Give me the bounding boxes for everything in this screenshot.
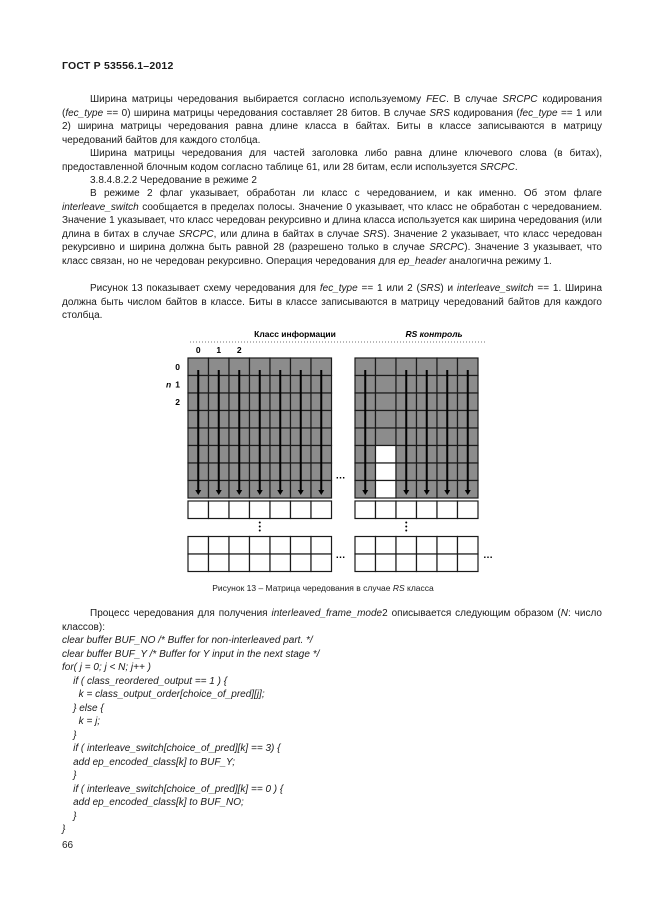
text-run: кодирования ( [62,94,603,119]
text-run: SRCPC [429,242,465,253]
vertical-ellipsis-dot [405,526,407,528]
matrix-cell-empty [376,501,397,519]
section-heading-mode2 [62,174,602,188]
matrix-cell-empty [355,537,376,555]
text-run: Процесс чередования для получения [90,608,272,619]
matrix-cell [376,393,397,411]
text-run: ep_header [398,255,447,267]
code-line: if ( interleave_switch[choice_of_pred][k] == 3) { [62,743,281,754]
row-label: 1 [175,379,180,390]
text-run: аналогична режиму 1. [446,255,552,267]
text-run: 3.8.4.8.2.2 Чередование в режиме 2 [90,175,257,186]
matrix-cell-empty [376,446,397,464]
matrix-cell-empty [209,501,230,519]
text-run: == 1. Ширина должна быть числом байтов в классе. Биты в классе записываются в матрицу чередований байтов для каждого столбца. [62,283,603,321]
matrix-cell-empty [250,554,271,572]
row-label: 0 [175,362,180,372]
figure-caption [0,583,646,593]
vertical-ellipsis-dot [405,530,407,532]
ellipsis: … [335,470,346,482]
matrix-cell-empty [376,463,397,481]
vertical-ellipsis-dot [259,526,261,528]
matrix-cell-empty [311,537,332,555]
matrix-cell-empty [458,554,479,572]
matrix-cell-empty [437,501,458,519]
text-run: . В случае [446,94,503,105]
matrix-cell-empty [250,537,271,555]
matrix-cell-empty [458,501,479,519]
matrix-cell-empty [355,501,376,519]
text-run: interleaved_frame_mode [271,608,383,619]
code-line: clear buffer BUF_NO /* Buffer for non-interleaved part. */ [62,635,313,646]
code-line: for( j = 0; j < N; j++ ) [62,662,151,673]
text-run: ) и [440,283,457,294]
label-information-class: Класс информации [254,329,336,339]
text-run: N [560,608,568,619]
matrix-cell-empty [355,554,376,572]
matrix-cell-empty [311,501,332,519]
matrix-cell [376,428,397,446]
text-run: SRCPC [178,228,214,240]
column-label: 0 [195,345,201,355]
caption-prefix: Рисунок 13 – Матрица чередования в случае [212,583,393,593]
matrix-cell-empty [188,501,209,519]
page-number: 66 [62,840,74,851]
ellipsis: … [335,550,346,561]
matrix-cell-empty [417,554,438,572]
matrix-cell-empty [417,501,438,519]
code-line: if ( interleave_switch[choice_of_pred][k] == 0 ) { [62,783,284,795]
matrix-cell-empty [270,554,291,572]
matrix-cell-empty [396,554,417,572]
matrix-cell-empty [188,537,209,555]
vertical-ellipsis-dot [405,522,407,524]
code-line: if ( class_reordered_output == 1 ) { [62,675,228,687]
matrix-cell-empty [376,537,397,555]
code-line: clear buffer BUF_Y /* Buffer for Y input in the next stage */ [62,648,320,660]
text-run: fec_type [519,107,558,119]
vertical-ellipsis-dot [259,530,261,532]
text-run: В режиме 2 флаг указывает, обработан ли класс с чередованием, и как именно. Об этом флаге [90,188,602,199]
text-run: SRCPC [502,94,538,105]
text-run: FEC [426,94,447,105]
text-run: . [514,161,518,173]
matrix-cell-empty [188,554,209,572]
ellipsis: … [483,550,493,561]
paragraph-mode2 [62,187,602,268]
matrix-cell [376,411,397,429]
code-line: k = class_output_order[choice_of_pred][j]; [62,689,265,700]
row-label: 2 [175,397,180,407]
matrix-cell [376,376,397,394]
matrix-cell-empty [250,501,271,519]
matrix-cell-empty [291,501,312,519]
text-run: fec_type [65,107,104,119]
text-run: сообщается в пределах полосы. Значение 0 указывает, что класс не обработан с чередованием. Значение 1 указывает, что класс чередован рекурсивно и длина класса используется как ширина чередования (или длина в битах в случае [62,201,602,240]
column-label: 1 [216,345,222,355]
n-label: n [166,379,172,390]
matrix-cell [376,358,397,376]
matrix-cell-empty [229,537,250,555]
code-line: } [62,729,77,741]
text-run: == 1 или 2 ( [357,283,420,294]
matrix-cell-empty [437,554,458,572]
text-run: fec_type [319,283,358,294]
document-header: ГОСТ Р 53556.1–2012 [62,60,174,72]
text-run: Ширина матрицы чередования для частей заголовка либо равна длине ключевого слова (в битах), предоставленной блочным кодом согласно таблице 61, или 28 битам, если используется [62,148,602,173]
column-label: 2 [236,345,242,355]
code-line: } else { [62,702,104,714]
text-run: 2 описывается следующим образом ( [382,608,561,619]
text-run: interleave_switch [456,283,534,294]
text-run: : число классов): [62,608,602,633]
matrix-cell-empty [229,501,250,519]
text-run: Ширина матрицы чередования выбирается согласно используемому [90,94,427,105]
code-block [62,634,319,837]
paragraph-figure-ref [62,282,602,323]
text-run: SRS [362,228,384,240]
matrix-cell-empty [376,481,397,499]
paragraph-process [62,607,602,634]
matrix-cell-empty [417,537,438,555]
text-run: ). Значение 2 указывает, что класс чередован рекурсивно и ширина должна быть равной 28 (разрешено только в случае [62,228,602,253]
code-line: } [62,824,66,835]
caption-suffix: класса [404,583,434,593]
label-rs-control: RS контроль [405,329,463,339]
paragraph-interleave-width [62,93,602,147]
paragraph-header-width [62,147,602,174]
matrix-cell-empty [396,537,417,555]
matrix-cell-empty [209,537,230,555]
matrix-cell-empty [458,537,479,555]
text-run: , или длина в байтах в случае [213,228,363,240]
matrix-cell-empty [209,554,230,572]
matrix-cell-empty [270,501,291,519]
interleave-matrix-figure [160,326,500,576]
matrix-cell-empty [229,554,250,572]
matrix-cell-empty [270,537,291,555]
text-run: ). Значение 3 указывает, что класс связан, но не чередован рекурсивно. Операция чередования для [62,242,602,267]
text-run: кодирования ( [449,107,520,119]
text-run: == 0) ширина матрицы чередования составляет 28 битов. В случае [103,107,430,119]
vertical-ellipsis-dot [259,522,261,524]
matrix-cell-empty [291,554,312,572]
text-run: Рисунок 13 показывает схему чередования для [90,283,320,294]
matrix-cell-empty [376,554,397,572]
text-run: SRCPC [479,161,515,173]
matrix-cell-empty [291,537,312,555]
code-line: } [62,810,77,822]
text-run: SRS [419,283,441,294]
text-run: interleave_switch [62,201,139,213]
code-line: add ep_encoded_class[k] to BUF_Y; [62,756,236,768]
code-line: } [62,770,77,781]
matrix-cell-empty [437,537,458,555]
text-run: SRS [429,107,450,119]
text-run: == 1 или 2) ширина матрицы чередования равна длине класса в байтах. Биты в классе записываются в матрицу чередований байтов для каждого столбца. [62,107,602,146]
caption-rs: RS [392,583,405,593]
code-line: k = j; [62,716,101,727]
code-line: add ep_encoded_class[k] to BUF_NO; [62,797,244,808]
matrix-cell-empty [396,501,417,519]
matrix-cell-empty [311,554,332,572]
